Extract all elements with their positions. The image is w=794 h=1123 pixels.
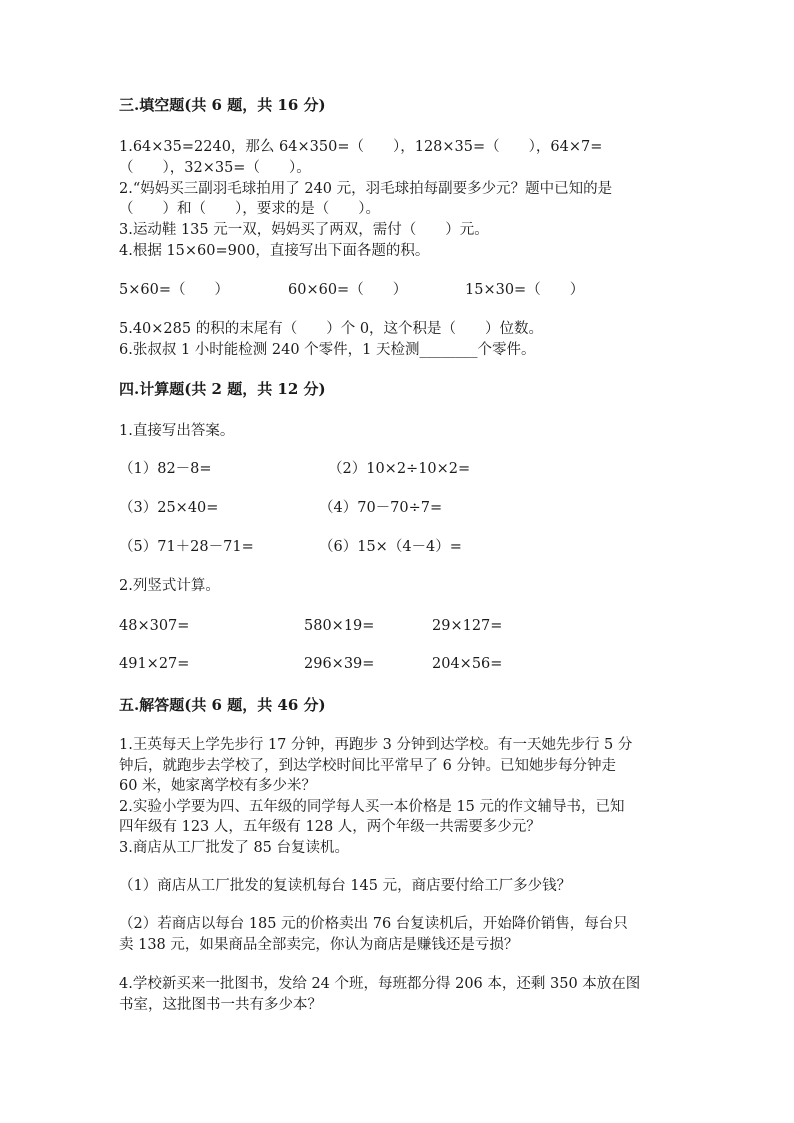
question-line: 四年级有 123 人，五年级有 128 人，两个年级一共需要多少元？ bbox=[119, 819, 541, 835]
vertical-calc-item: 204×56= bbox=[432, 656, 503, 672]
vertical-calc-item: 491×27= bbox=[119, 656, 190, 672]
question-line: 60 米，她家离学校有多少米？ bbox=[119, 778, 317, 794]
question-line: 1.64×35=2240，那么 64×350=（ ），128×35=（ ），64×7= bbox=[119, 139, 603, 155]
product-item: 5×60=（ ） bbox=[119, 282, 229, 298]
section-4-title: 四.计算题(共 2 题，共 12 分) bbox=[119, 380, 326, 398]
sub-question-line: 卖 138 元，如果商品全部卖完，你认为商店是赚钱还是亏损？ bbox=[119, 937, 519, 953]
vertical-calc-item: 580×19= bbox=[304, 618, 375, 634]
question-line: 2.列竖式计算。 bbox=[119, 578, 220, 594]
direct-calc-item: （2）10×2÷10×2= bbox=[328, 461, 471, 477]
direct-calc-item: （3）25×40= bbox=[119, 500, 219, 516]
question-line: 1.王英每天上学先步行 17 分钟，再跑步 3 分钟到达学校。有一天她先步行 5 分 bbox=[119, 737, 633, 753]
question-line: 3.商店从工厂批发了 85 台复读机。 bbox=[119, 840, 350, 856]
question-line: 4.根据 15×60=900，直接写出下面各题的积。 bbox=[119, 243, 430, 259]
vertical-calc-item: 296×39= bbox=[304, 656, 375, 672]
direct-calc-item: （6）15×（4－4）= bbox=[319, 539, 462, 555]
question-line: 5.40×285 的积的末尾有（ ）个 0，这个积是（ ）位数。 bbox=[119, 321, 544, 337]
product-item: 15×30=（ ） bbox=[465, 282, 585, 298]
vertical-calc-item: 29×127= bbox=[432, 618, 503, 634]
question-line: （ ），32×35=（ ）。 bbox=[119, 160, 311, 176]
direct-calc-item: （4）70－70÷7= bbox=[319, 500, 443, 516]
vertical-calc-item: 48×307= bbox=[119, 618, 190, 634]
section-5-title: 五.解答题(共 6 题，共 46 分) bbox=[119, 696, 326, 714]
direct-calc-item: （5）71＋28－71= bbox=[119, 539, 254, 555]
question-line: （ ）和（ ），要求的是（ ）。 bbox=[119, 201, 380, 217]
section-3-title: 三.填空题(共 6 题，共 16 分) bbox=[119, 96, 326, 114]
direct-calc-item: （1）82－8= bbox=[119, 461, 212, 477]
question-line: 6.张叔叔 1 小时能检测 240 个零件，1 天检测________个零件。 bbox=[119, 342, 536, 358]
sub-question-line: （2）若商店以每台 185 元的价格卖出 76 台复读机后，开始降价销售，每台只 bbox=[119, 916, 628, 932]
question-line: 2.实验小学要为四、五年级的同学每人买一本价格是 15 元的作文辅导书，已知 bbox=[119, 799, 625, 815]
question-line: 1.直接写出答案。 bbox=[119, 423, 235, 439]
sub-question-line: （1）商店从工厂批发的复读机每台 145 元，商店要付给工厂多少钱？ bbox=[119, 878, 572, 894]
question-line: 钟后，就跑步去学校了，到达学校时间比平常早了 6 分钟。已知她步每分钟走 bbox=[119, 758, 616, 774]
question-line: 2.“妈妈买三副羽毛球拍用了 240 元，羽毛球拍每副要多少元？题中已知的是 bbox=[119, 181, 613, 197]
question-line: 4.学校新买来一批图书，发给 24 个班，每班都分得 206 本，还剩 350 本放在图 bbox=[119, 976, 641, 992]
question-line: 3.运动鞋 135 元一双，妈妈买了两双，需付（ ）元。 bbox=[119, 222, 489, 238]
product-item: 60×60=（ ） bbox=[288, 282, 408, 298]
question-line: 书室，这批图书一共有多少本？ bbox=[119, 997, 322, 1013]
